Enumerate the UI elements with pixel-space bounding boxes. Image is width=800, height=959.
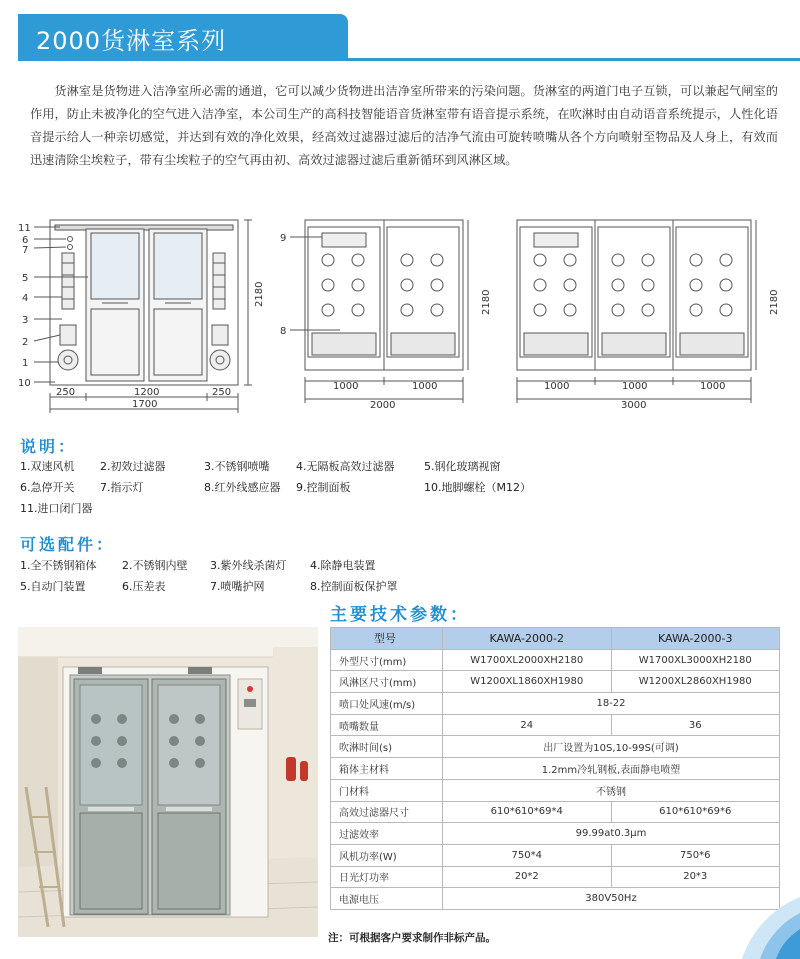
legend-item: 1.双速风机 [20, 460, 75, 473]
row-label: 风机功率(W) [331, 844, 443, 866]
row-value: 出厂设置为10S,10-99S(可调) [443, 736, 780, 758]
corner-decoration [730, 889, 800, 959]
side2-dim-w2: 1000 [412, 381, 438, 392]
specs-table [330, 627, 780, 910]
callout-4: 4 [22, 293, 29, 304]
front-dim-height: 2180 [254, 281, 265, 307]
row-value: W1200XL2860XH1980 [611, 671, 780, 693]
table-row [331, 714, 780, 736]
table-row [331, 671, 780, 693]
callout-6: 6 [22, 235, 29, 246]
options-list [20, 555, 398, 597]
row-value: 20*2 [443, 866, 612, 888]
side2-dim-total: 2000 [370, 400, 396, 411]
side3-dim-w1: 1000 [544, 381, 570, 392]
table-row [331, 866, 780, 888]
product-photo [18, 627, 318, 937]
legend-item: 2.初效过滤器 [100, 460, 166, 473]
header-model: 型号 [331, 628, 443, 650]
front-dim-left: 250 [56, 387, 76, 398]
option-item: 3.紫外线杀菌灯 [210, 559, 287, 572]
legend-item: 8.红外线感应器 [204, 481, 281, 494]
legend-item: 7.指示灯 [100, 481, 144, 494]
option-item: 7.喷嘴护网 [210, 580, 265, 593]
side-view-2-drawing [290, 220, 468, 403]
row-value: 1.2mm冷轧钢板,表面静电喷塑 [443, 758, 780, 780]
callout-8: 8 [280, 326, 287, 337]
row-label: 吹淋时间(s) [331, 736, 443, 758]
table-row [331, 779, 780, 801]
front-dim-total: 1700 [132, 399, 158, 410]
title-underline [18, 58, 800, 61]
legend-item: 6.急停开关 [20, 481, 75, 494]
row-value: 610*610*69*4 [443, 801, 612, 823]
row-label: 电源电压 [331, 888, 443, 910]
table-row [331, 758, 780, 780]
legend-item: 4.无隔板高效过滤器 [296, 460, 395, 473]
callout-3: 3 [22, 315, 29, 326]
legend-list [20, 456, 531, 519]
table-row [331, 888, 780, 910]
row-value: 99.99at0.3μm [443, 823, 780, 845]
row-label: 日光灯功率 [331, 866, 443, 888]
row-value: 18-22 [443, 693, 780, 715]
side-view-3-drawing [517, 220, 756, 403]
callout-9: 9 [280, 233, 287, 244]
footnote: 注：可根据客户要求制作非标产品。 [328, 932, 496, 944]
row-label: 喷嘴数量 [331, 714, 443, 736]
side2-dim-w1: 1000 [333, 381, 359, 392]
table-header-row [331, 628, 780, 650]
row-label: 门材料 [331, 779, 443, 801]
option-item: 2.不锈钢内壁 [122, 559, 188, 572]
callout-5: 5 [22, 273, 29, 284]
legend-heading: 说明： [20, 437, 78, 456]
row-value: 750*6 [611, 844, 780, 866]
table-row [331, 693, 780, 715]
table-row [331, 649, 780, 671]
row-label: 喷口处风速(m/s) [331, 693, 443, 715]
side3-dim-w3: 1000 [700, 381, 726, 392]
options-heading: 可选配件： [20, 535, 116, 554]
side3-dim-height: 2180 [769, 289, 780, 315]
table-row [331, 801, 780, 823]
row-label: 外型尺寸(mm) [331, 649, 443, 671]
side2-dim-height: 2180 [481, 289, 492, 315]
page-title: 2000货淋室系列 [36, 27, 227, 55]
row-value: 24 [443, 714, 612, 736]
header-model-2: KAWA-2000-2 [443, 628, 612, 650]
row-value: 380V50Hz [443, 888, 780, 910]
legend-item: 11.进口闭门器 [20, 502, 93, 515]
intro-paragraph: 货淋室是货物进入洁净室所必需的通道，它可以减少货物进出洁净室所带来的污染问题。货淋室的两道门电子互锁，可以兼起气闸室的作用，防止未被净化的空气进入洁净室，本公司生产的高科技智能语音货淋室带有语音提示系统，在吹淋时由自动语音系统提示，人性化语音提示给人一种亲切感觉，并达到有效的净化效果，经高效过滤器过滤后的洁净气流由可旋转喷嘴从各个方向喷射至物品及人身上，有效而迅速清除尘埃粒子，带有尘埃粒子的空气再由初、高效过滤器过滤后重新循环到风淋区域。 [30, 84, 778, 167]
table-row [331, 823, 780, 845]
row-value: W1700XL2000XH2180 [443, 649, 612, 671]
table-row [331, 844, 780, 866]
option-item: 8.控制面板保护罩 [310, 580, 398, 593]
row-value: W1700XL3000XH2180 [611, 649, 780, 671]
table-row [331, 736, 780, 758]
row-value: 不锈钢 [443, 779, 780, 801]
option-item: 6.压差表 [122, 580, 166, 593]
callout-7: 7 [22, 245, 29, 256]
row-label: 高效过滤器尺寸 [331, 801, 443, 823]
callout-1: 1 [22, 358, 29, 369]
header-model-3: KAWA-2000-3 [611, 628, 780, 650]
side3-dim-w2: 1000 [622, 381, 648, 392]
row-label: 过滤效率 [331, 823, 443, 845]
side3-dim-total: 3000 [621, 400, 647, 411]
option-item: 4.除静电装置 [310, 559, 376, 572]
callout-11: 11 [18, 223, 31, 234]
row-value: 20*3 [611, 866, 780, 888]
callout-10: 10 [18, 378, 31, 389]
specs-heading: 主要技术参数： [330, 605, 470, 625]
row-label: 箱体主材料 [331, 758, 443, 780]
row-value: W1200XL1860XH1980 [443, 671, 612, 693]
callout-2: 2 [22, 337, 29, 348]
legend-item: 5.钢化玻璃视窗 [424, 460, 501, 473]
row-label: 风淋区尺寸(mm) [331, 671, 443, 693]
legend-item: 10.地脚螺栓（M12） [424, 481, 531, 494]
front-view-drawing [34, 220, 252, 413]
row-value: 610*610*69*6 [611, 801, 780, 823]
technical-drawings [0, 215, 800, 424]
legend-item: 9.控制面板 [296, 481, 351, 494]
option-item: 1.全不锈钢箱体 [20, 559, 97, 572]
front-dim-right: 250 [212, 387, 232, 398]
option-item: 5.自动门装置 [20, 580, 86, 593]
front-dim-mid: 1200 [134, 387, 160, 398]
legend-item: 3.不锈钢喷嘴 [204, 460, 270, 473]
row-value: 36 [611, 714, 780, 736]
row-value: 750*4 [443, 844, 612, 866]
